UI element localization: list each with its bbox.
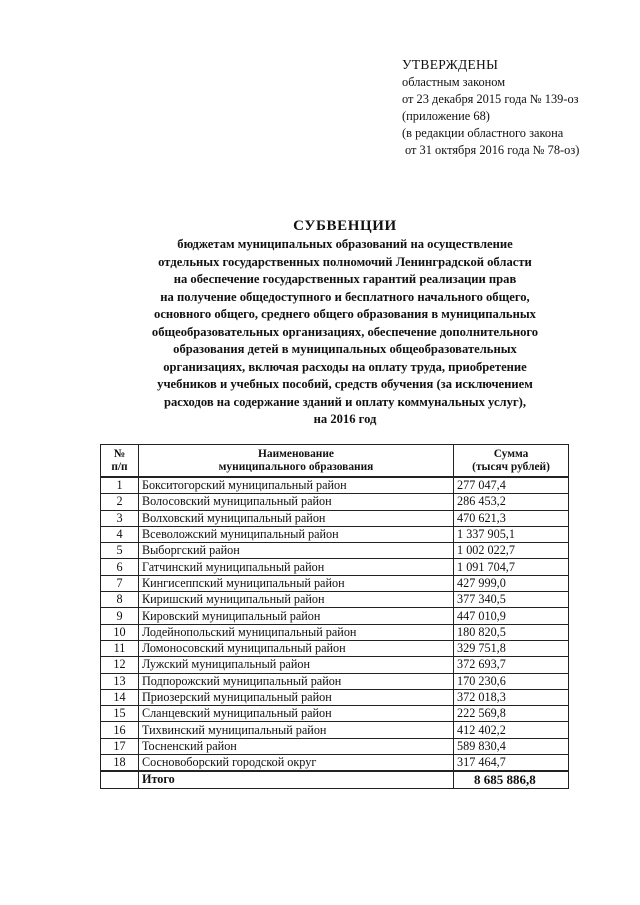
row-municipality: Выборгский район <box>138 543 453 559</box>
row-amount: 277 047,4 <box>454 477 569 494</box>
row-municipality: Сланцевский муниципальный район <box>138 706 453 722</box>
title-line: отдельных государственных полномочий Ленинградской области <box>158 254 532 269</box>
table-row <box>101 640 569 656</box>
row-amount: 377 340,5 <box>454 592 569 608</box>
table-row <box>101 526 569 542</box>
title-line: учебников и учебных пособий, средств обучения (за исключением <box>157 377 533 391</box>
row-number: 9 <box>101 608 139 624</box>
header-sum-line1: Сумма <box>493 447 529 460</box>
row-municipality: Волховский муниципальный район <box>138 510 453 526</box>
title-main: СУБВЕНЦИИ <box>293 218 397 234</box>
row-amount: 170 230,6 <box>454 673 569 689</box>
row-amount: 1 337 905,1 <box>454 526 569 542</box>
title-line: на обеспечение государственных гарантий реализации прав <box>173 272 517 286</box>
row-number: 14 <box>101 689 139 705</box>
header-name <box>138 445 453 478</box>
row-municipality: Ломоносовский муниципальный район <box>138 640 453 656</box>
total-amount: 8 685 886,8 <box>454 771 569 788</box>
title-line: организациях, включая расходы на оплату труда, приобретение <box>163 359 527 374</box>
row-municipality: Лужский муниципальный район <box>138 657 453 673</box>
row-amount: 427 999,0 <box>454 575 569 591</box>
header-name-line1: Наименование <box>258 447 334 460</box>
row-municipality: Волосовский муниципальный район <box>138 494 453 510</box>
row-number: 5 <box>101 543 139 559</box>
header-number-line1: № <box>113 447 126 460</box>
row-municipality: Всеволожский муниципальный район <box>138 526 453 542</box>
row-amount: 372 693,7 <box>454 657 569 673</box>
table-row <box>101 592 569 608</box>
header-sum-line2: (тысяч рублей) <box>472 461 550 473</box>
row-amount: 180 820,5 <box>454 624 569 640</box>
row-municipality: Тихвинский муниципальный район <box>138 722 453 738</box>
table-row <box>101 543 569 559</box>
row-number: 6 <box>101 559 139 575</box>
row-amount: 329 751,8 <box>454 640 569 656</box>
table-row <box>101 608 569 624</box>
title-line: основного общего, среднего общего образования в муниципальных <box>154 307 536 321</box>
row-amount: 412 402,2 <box>454 722 569 738</box>
row-amount: 470 621,3 <box>454 510 569 526</box>
table-row <box>101 575 569 591</box>
row-number: 1 <box>101 477 139 494</box>
row-number: 4 <box>101 526 139 542</box>
row-number: 18 <box>101 755 139 772</box>
approval-line: (в редакции областного закона <box>402 126 564 140</box>
row-number: 10 <box>101 624 139 640</box>
row-number: 2 <box>101 494 139 510</box>
title-line: бюджетам муниципальных образований на осуществление <box>177 237 513 251</box>
row-number: 13 <box>101 673 139 689</box>
table-total-row <box>101 771 569 788</box>
row-municipality: Подпорожский муниципальный район <box>138 673 453 689</box>
row-municipality: Бокситогорский муниципальный район <box>138 477 453 494</box>
table-row <box>101 673 569 689</box>
title-line: на получение общедоступного и бесплатного начального общего, <box>160 289 530 304</box>
title-subtitle <box>80 236 610 429</box>
row-number: 7 <box>101 575 139 591</box>
table-row <box>101 755 569 772</box>
table-row <box>101 706 569 722</box>
row-amount: 372 018,3 <box>454 689 569 705</box>
title-line: образования детей в муниципальных общеобразовательных <box>173 342 517 356</box>
row-municipality: Кингисеппский муниципальный район <box>138 575 453 591</box>
row-number: 11 <box>101 640 139 656</box>
row-municipality: Тосненский район <box>138 738 453 754</box>
table-row <box>101 494 569 510</box>
table-header-row <box>101 445 569 478</box>
header-sum <box>454 445 569 478</box>
table-row <box>101 689 569 705</box>
row-number: 17 <box>101 738 139 754</box>
approval-line: от 23 декабря 2015 года № 139-оз <box>402 92 579 106</box>
row-amount: 1 091 704,7 <box>454 559 569 575</box>
row-number: 8 <box>101 592 139 608</box>
row-amount: 1 002 022,7 <box>454 543 569 559</box>
title-line: общеобразовательных организациях, обеспечение дополнительного <box>151 324 539 339</box>
row-amount: 222 569,8 <box>454 706 569 722</box>
approval-stamp <box>402 56 638 159</box>
table-row <box>101 477 569 494</box>
row-amount: 317 464,7 <box>454 755 569 772</box>
row-number: 15 <box>101 706 139 722</box>
row-number: 3 <box>101 510 139 526</box>
row-amount: 286 453,2 <box>454 494 569 510</box>
row-municipality: Приозерский муниципальный район <box>138 689 453 705</box>
row-municipality: Сосновоборский городской округ <box>138 755 453 772</box>
row-number: 16 <box>101 722 139 738</box>
total-label: Итого <box>138 771 453 788</box>
row-municipality: Гатчинский муниципальный район <box>138 559 453 575</box>
table-row <box>101 722 569 738</box>
total-number-cell <box>101 771 139 788</box>
subventions-table <box>100 444 569 789</box>
row-amount: 447 010,9 <box>454 608 569 624</box>
row-municipality: Кировский муниципальный район <box>138 608 453 624</box>
row-municipality: Киришский муниципальный район <box>138 592 453 608</box>
header-number-line2: п/п <box>111 461 128 473</box>
approval-line: от 31 октября 2016 года № 78-оз) <box>405 143 580 157</box>
table-row <box>101 510 569 526</box>
approval-heading: УТВЕРЖДЕНЫ <box>402 57 499 72</box>
title-line: на 2016 год <box>313 412 377 426</box>
header-number <box>101 445 139 478</box>
approval-line: (приложение 68) <box>402 109 490 123</box>
row-number: 12 <box>101 657 139 673</box>
row-amount: 589 830,4 <box>454 738 569 754</box>
table-row <box>101 624 569 640</box>
row-municipality: Лодейнопольский муниципальный район <box>138 624 453 640</box>
table-row <box>101 657 569 673</box>
approval-line: областным законом <box>402 75 506 89</box>
document-title <box>80 216 610 429</box>
title-line: расходов на содержание зданий и оплату коммунальных услуг), <box>164 394 526 409</box>
table-row <box>101 559 569 575</box>
table-row <box>101 738 569 754</box>
header-name-line2: муниципального образования <box>218 461 374 473</box>
